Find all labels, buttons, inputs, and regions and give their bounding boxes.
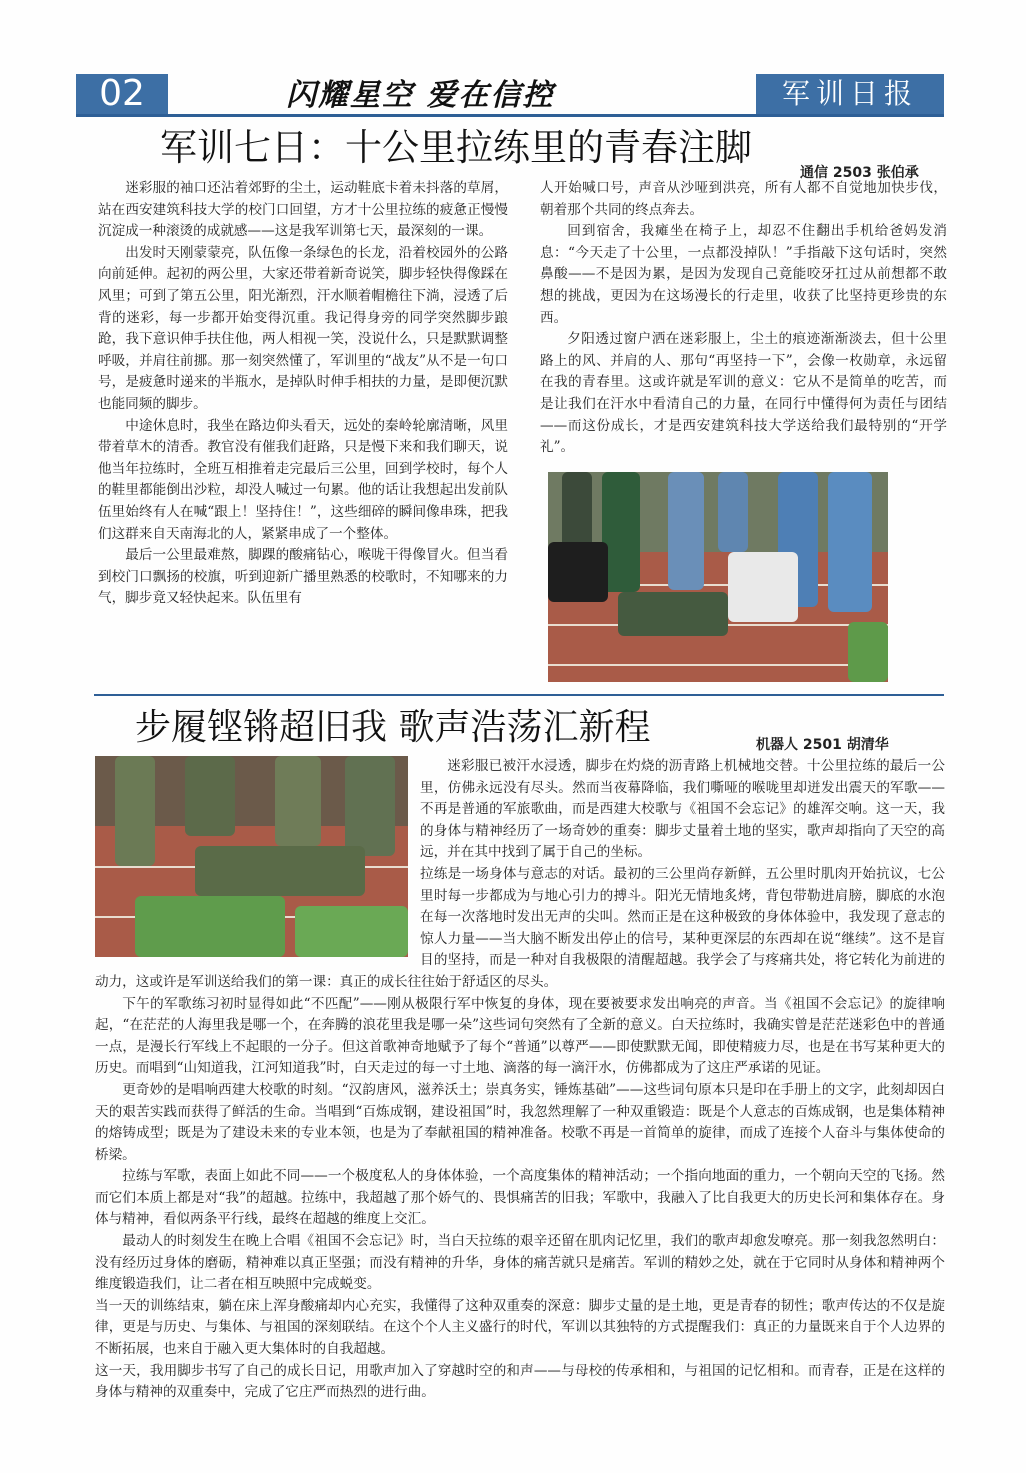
article1-paragraph: 回到宿舍，我瘫坐在椅子上，却忍不住翻出手机给爸妈发消息：“今天走了十公里，一点都没掉队！”手指敲下这句话时，突然鼻酸——不是因为累，是因为发现自己竟能咬牙扛过从前想都不敢想的挑战，更因为在这场漫长的行走里，收获了比坚持更珍贵的东西。 [540,223,947,326]
article2-paragraph: 迷彩服已被汗水浸透，脚步在灼烧的沥青路上机械地交替。十公里拉练的最后一公里，仿佛永远没有尽头。然而当夜幕降临，我们嘶哑的喉咙里却迸发出震天的军歌——不再是普通的军旅歌曲，而是西建大校歌与《祖国不会忘记》的雄浑交响。这一天，我的身体与精神经历了一场奇妙的重奏：脚步丈量着土地的坚实，歌声却指向了天空的高远，并在其中找到了属于自己的坐标。 [420,758,945,861]
article1-paragraph: 迷彩服的袖口还沾着郊野的尘土，运动鞋底卡着未抖落的草屑，站在西安建筑科技大学的校门口回望，方才十公里拉练的疲惫正慢慢沉淀成一种滚烫的成就感——这是我军训第七天，最深刻的一课。 [98,180,508,240]
article2-byline: 机器人 2501 胡清华 [756,737,889,753]
article2-paragraph: 拉练是一场身体与意志的对话。最初的三公里尚存新鲜，五公里时肌肉开始抗议，七公里时每一步都成为与地心引力的搏斗。阳光无情地炙烤，背包带勒进肩膀，脚底的水泡在每一次落地时发出无声的尖叫。然而正是在这种极致的身体体验中，我发现了意志的惊人力量——当大脑不断发出停止的信号，某种更深层的东西却在说“继续”。这不是盲目的坚持，而是一种对自我极限的清醒超越。我学会了与疼痛共处，将它转化为前进的动力，这或许是军训送给我们的第一课：真正的成长往往始于舒适区的尽头。 [95,865,945,990]
article2-paragraph: 最动人的时刻发生在晚上合唱《祖国不会忘记》时，当白天拉练的艰辛还留在肌肉记忆里，我们的歌声却愈发嘹亮。那一刻我忽然明白：没有经历过身体的磨砺，精神难以真正坚强；而没有精神的升华，身体的痛苦就只是痛苦。军训的精妙之处，就在于它同时从身体和精神两个维度锻造我们，让二者在相互映照中完成蜕变。 [95,1233,945,1293]
article2-body [95,756,945,1404]
article1-paragraph: 夕阳透过窗户洒在迷彩服上，尘土的痕迹渐渐淡去，但十公里路上的风、并肩的人、那句“再坚持一下”，会像一枚勋章，永远留在我的青春里。这或许就是军训的意义：它从不是简单的吃苦，而是让我们在汗水中看清自己的力量，在同行中懂得何为责任与团结——而这份成长，才是西安建筑科技大学送给我们最特别的“开学礼”。 [540,331,947,456]
header-rule [76,114,944,117]
article1-paragraph: 最后一公里最难熬，脚踝的酸痛钻心，喉咙干得像冒火。但当看到校门口飘扬的校旗，听到迎新广播里熟悉的校歌时，不知哪来的力气，脚步竟又轻快起来。队伍里有 [98,547,508,607]
article1-paragraph: 出发时天刚蒙蒙亮，队伍像一条绿色的长龙，沿着校园外的公路向前延伸。起初的两公里，大家还带着新奇说笑，脚步轻快得像踩在风里；可到了第五公里，阳光渐烈，汗水顺着帽檐往下淌，浸透了后背的迷彩，每一步都开始变得沉重。我记得身旁的同学突然脚步踉跄，我下意识伸手扶住他，两人相视一笑，没说什么，只是默默调整呼吸，并肩往前挪。那一刻突然懂了，军训里的“战友”从不是一句口号，是疲惫时递来的半瓶水，是掉队时伸手相扶的力量，是即便沉默也能同频的脚步。 [98,244,508,412]
section-divider [94,694,944,696]
article1-title: 军训七日：十公里拉练里的青春注脚 [160,126,752,169]
article2-paragraph: 更奇妙的是唱响西建大校歌的时刻。“汉韵唐风，滋养沃土；崇真务实，锤炼基础”——这些词句原本只是印在手册上的文字，此刻却因白天的艰苦实践而获得了鲜活的生命。当唱到“百炼成钢，建设祖国”时，我忽然理解了一种双重锻造：既是个人意志的百炼成钢，也是集体精神的熔铸成型；既是为了建设未来的专业本领，也是为了奉献祖国的精神准备。校歌不再是一首简单的旋律，而成了连接个人奋斗与集体使命的桥梁。 [95,1081,945,1163]
article2-title: 步履铿锵超旧我 歌声浩荡汇新程 [135,707,651,748]
page-number: 02 [76,74,168,114]
article2-paragraph: 下午的军歌练习初时显得如此“不匹配”——刚从极限行军中恢复的身体，现在要被要求发出响亮的声音。当《祖国不会忘记》的旋律响起，“在茫茫的人海里我是哪一个，在奔腾的浪花里我是哪一朵”这些词句突然有了全新的意义。白天拉练时，我确实曾是茫茫迷彩色中的普通一点，是漫长行军线上不起眼的一分子。但这首歌神奇地赋予了每个“普通”以尊严——即使默默无闻，即使精疲力尽，也是在书写某种更大的历史。而唱到“山知道我，江河知道我”时，白天走过的每一寸土地、滴落的每一滴汗水，仿佛都成为了这庄严承诺的见证。 [95,995,945,1077]
article2-paragraph: 拉练与军歌，表面上如此不同——一个极度私人的身体体验，一个高度集体的精神活动；一个指向地面的重力，一个朝向天空的飞扬。然而它们本质上都是对“我”的超越。拉练中，我超越了那个娇气的、畏惧痛苦的旧我；军歌中，我融入了比自我更大的历史长河和集体存在。身体与精神，看似两条平行线，最终在超越的维度上交汇。 [95,1168,945,1228]
article2-paragraph: 当一天的训练结束，躺在床上浑身酸痛却内心充实，我懂得了这种双重奏的深意：脚步丈量的是土地，更是青春的韧性；歌声传达的不仅是旋律，更是与历史、与集体、与祖国的深刻联结。在这个个人主义盛行的时代，军训以其独特的方式提醒我们：真正的力量既来自于个人边界的不断拓展，也来自于融入更大集体时的自我超越。 [95,1297,945,1358]
article2-photo [95,756,408,957]
article1-left-column [98,178,508,610]
article1-byline: 通信 2503 张伯承 [800,165,919,181]
article1-paragraph: 人开始喊口号，声音从沙哑到洪亮，所有人都不自觉地加快步伐，朝着那个共同的终点奔去。 [540,180,947,218]
header-slogan: 闪耀星空 爱在信控 [286,78,555,113]
article1-right-column [540,178,947,459]
article1-photo [548,472,888,682]
article2-paragraph: 这一天，我用脚步书写了自己的成长日记，用歌声加入了穿越时空的和声——与母校的传承相和，与祖国的记忆相和。而青春，正是在这样的身体与精神的双重奏中，完成了它庄严而热烈的进行曲。 [95,1362,945,1401]
article1-paragraph: 中途休息时，我坐在路边仰头看天，远处的秦岭轮廓清晰，风里带着草木的清香。教官没有催我们赶路，只是慢下来和我们聊天，说他当年拉练时，全班互相推着走完最后三公里，回到学校时，每个人的鞋里都能倒出沙粒，却没人喊过一句累。他的话让我想起出发前队伍里始终有人在喊“跟上！坚持住！”，这些细碎的瞬间像串珠，把我们这群来自天南海北的人，紧紧串成了一个整体。 [98,417,508,542]
paper-name: 军训日报 [756,74,944,114]
page-header [76,74,944,118]
